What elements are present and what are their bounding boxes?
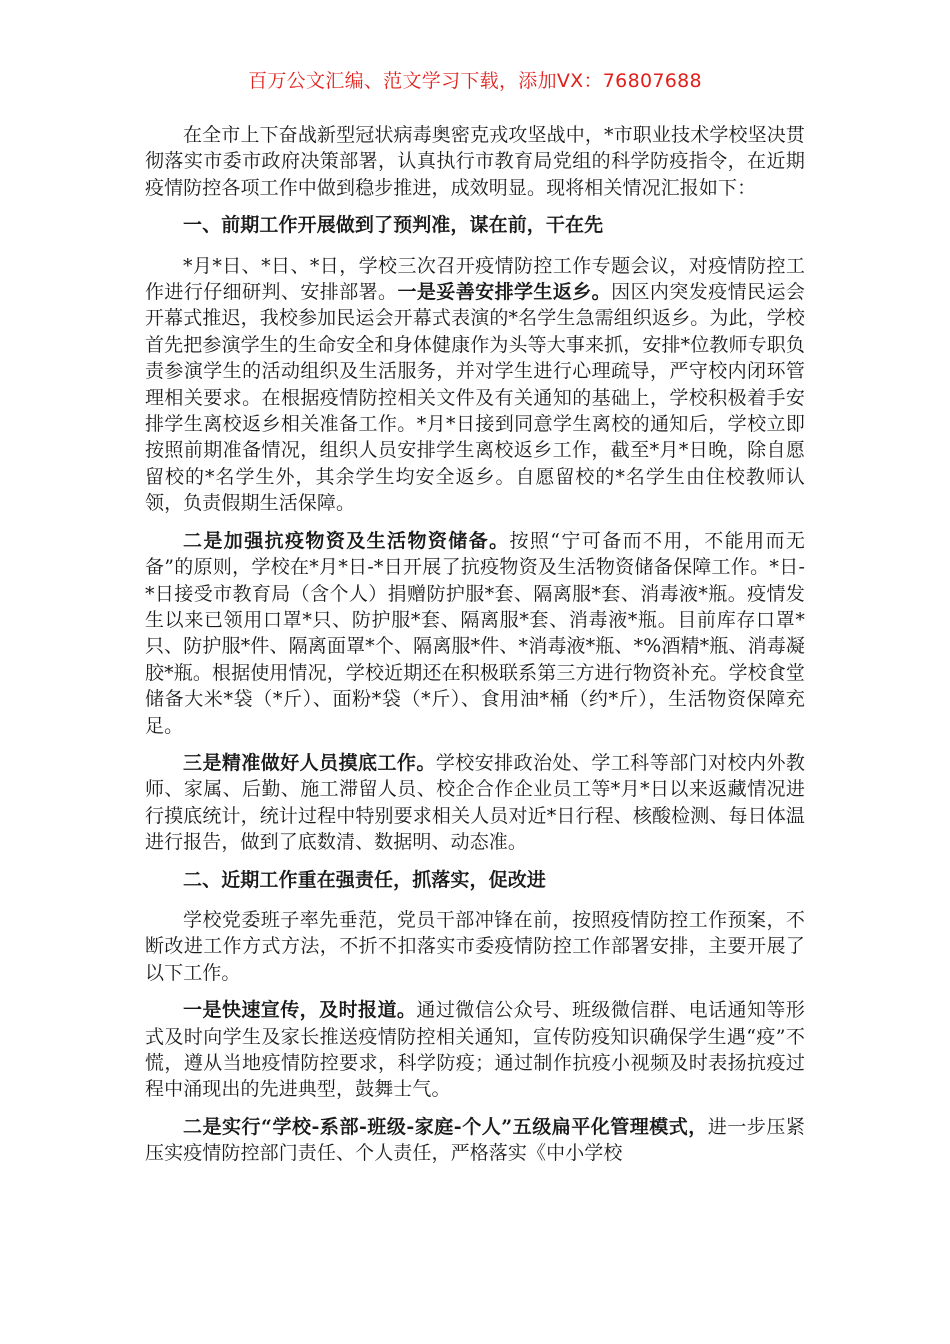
point-1-lead: 一是快速宣传，及时报道。	[183, 999, 417, 1022]
section-2-paragraph-3	[145, 1114, 805, 1167]
section-1-paragraph-2	[145, 528, 805, 739]
point-2-lead: 二是实行“学校-系部-班级-家庭-个人”五级扁平化管理模式，	[183, 1115, 708, 1138]
section-1-heading: 一、前期工作开展做到了预判准，谋在前，干在先	[183, 214, 604, 237]
watermark-banner: 百万公文汇编、范文学习下载，添加VX：76807688	[248, 70, 702, 92]
section-1-paragraph-3	[145, 750, 805, 856]
section-2-paragraph-2	[145, 997, 805, 1103]
section-1-paragraph-1	[145, 253, 805, 517]
point-2-lead: 二是加强抗疫物资及生活物资储备。	[183, 529, 510, 552]
paragraph-text: 学校安排政治处、学工科等部门对校内外教师、家属、后勤、施工滞留人员、校企合作企业员工等*月*日以来返藏情况进行摸底统计，统计过程中特别要求相关人员对近*日行程、核酸检测、每日体温进行报告，做到了底数清、数据明、动态准。	[145, 751, 805, 854]
paragraph-text: 按照“宁可备而不用，不能用而无备”的原则，学校在*月*日-*日开展了抗疫物资及生活物资储备保障工作。*日-*日接受市教育局（含个人）捐赠防护服*套、隔离服*套、消毒液*瓶。疫情发生以来已领用口罩*只、防护服*套、隔离服*套、消毒液*瓶。目前库存口罩*只、防护服*件、隔离面罩*个、隔离服*件、*消毒液*瓶、*%酒精*瓶、消毒凝胶*瓶。根据使用情况，学校近期还在积极联系第三方进行物资补充。学校食堂储备大米*袋（*斤）、面粉*袋（*斤）、食用油*桶（约*斤），生活物资保障充足。	[145, 529, 805, 737]
section-2-heading: 二、近期工作重在强责任，抓落实，促改进	[183, 868, 546, 891]
paragraph-text: *月*日、*日、*日，学校三次召开疫情防控工作专题会议，对疫情防控工作进行仔细研判、安排部署。	[145, 254, 805, 304]
paragraph-text: 通过微信公众号、班级微信群、电话通知等形式及时向学生及家长推送疫情防控相关通知，宣传防疫知识确保学生遇“疫”不慌，遵从当地疫情防控要求，科学防疫；通过制作抗疫小视频及时表扬抗疫过程中涌现出的先进典型，鼓舞士气。	[145, 999, 805, 1101]
point-3-lead: 三是精准做好人员摸底工作。	[183, 751, 436, 774]
point-1-lead: 一是妥善安排学生返乡。	[397, 281, 612, 304]
paragraph-text: 因区内突发疫情民运会开幕式推迟，我校参加民运会开幕式表演的*名学生急需组织返乡。为此，学校首先把参演学生的生命安全和身体健康作为头等大事来抓，安排*位教师专职负责参演学生的活动组织及生活服务，并对学生进行心理疏导，严守校内闭环管理相关要求。在根据疫情防控相关文件及有关通知的基础上，学校积极着手安排学生离校返乡相关准备工作。*月*日接到同意学生离校的通知后，学校立即按照前期准备情况，组织人员安排学生离校返乡工作，截至*月*日晚，除自愿留校的*名学生外，其余学生均安全返乡。自愿留校的*名学生由住校教师认领，负责假期生活保障。	[145, 281, 805, 515]
document-body	[145, 122, 805, 1178]
section-2-paragraph-1: 学校党委班子率先垂范，党员干部冲锋在前，按照疫情防控工作预案，不断改进工作方式方法，不折不扣落实市委疫情防控工作部署安排，主要开展了以下工作。	[145, 908, 805, 984]
intro-paragraph: 在全市上下奋战新型冠状病毒奥密克戎攻坚战中，*市职业技术学校坚决贯彻落实市委市政府决策部署，认真执行市教育局党组的科学防疫指令，在近期疫情防控各项工作中做到稳步推进，成效明显。现将相关情况汇报如下：	[145, 124, 805, 199]
paragraph-text: 进一步压紧压实疫情防控部门责任、个人责任，严格落实《中小学校	[145, 1115, 805, 1165]
